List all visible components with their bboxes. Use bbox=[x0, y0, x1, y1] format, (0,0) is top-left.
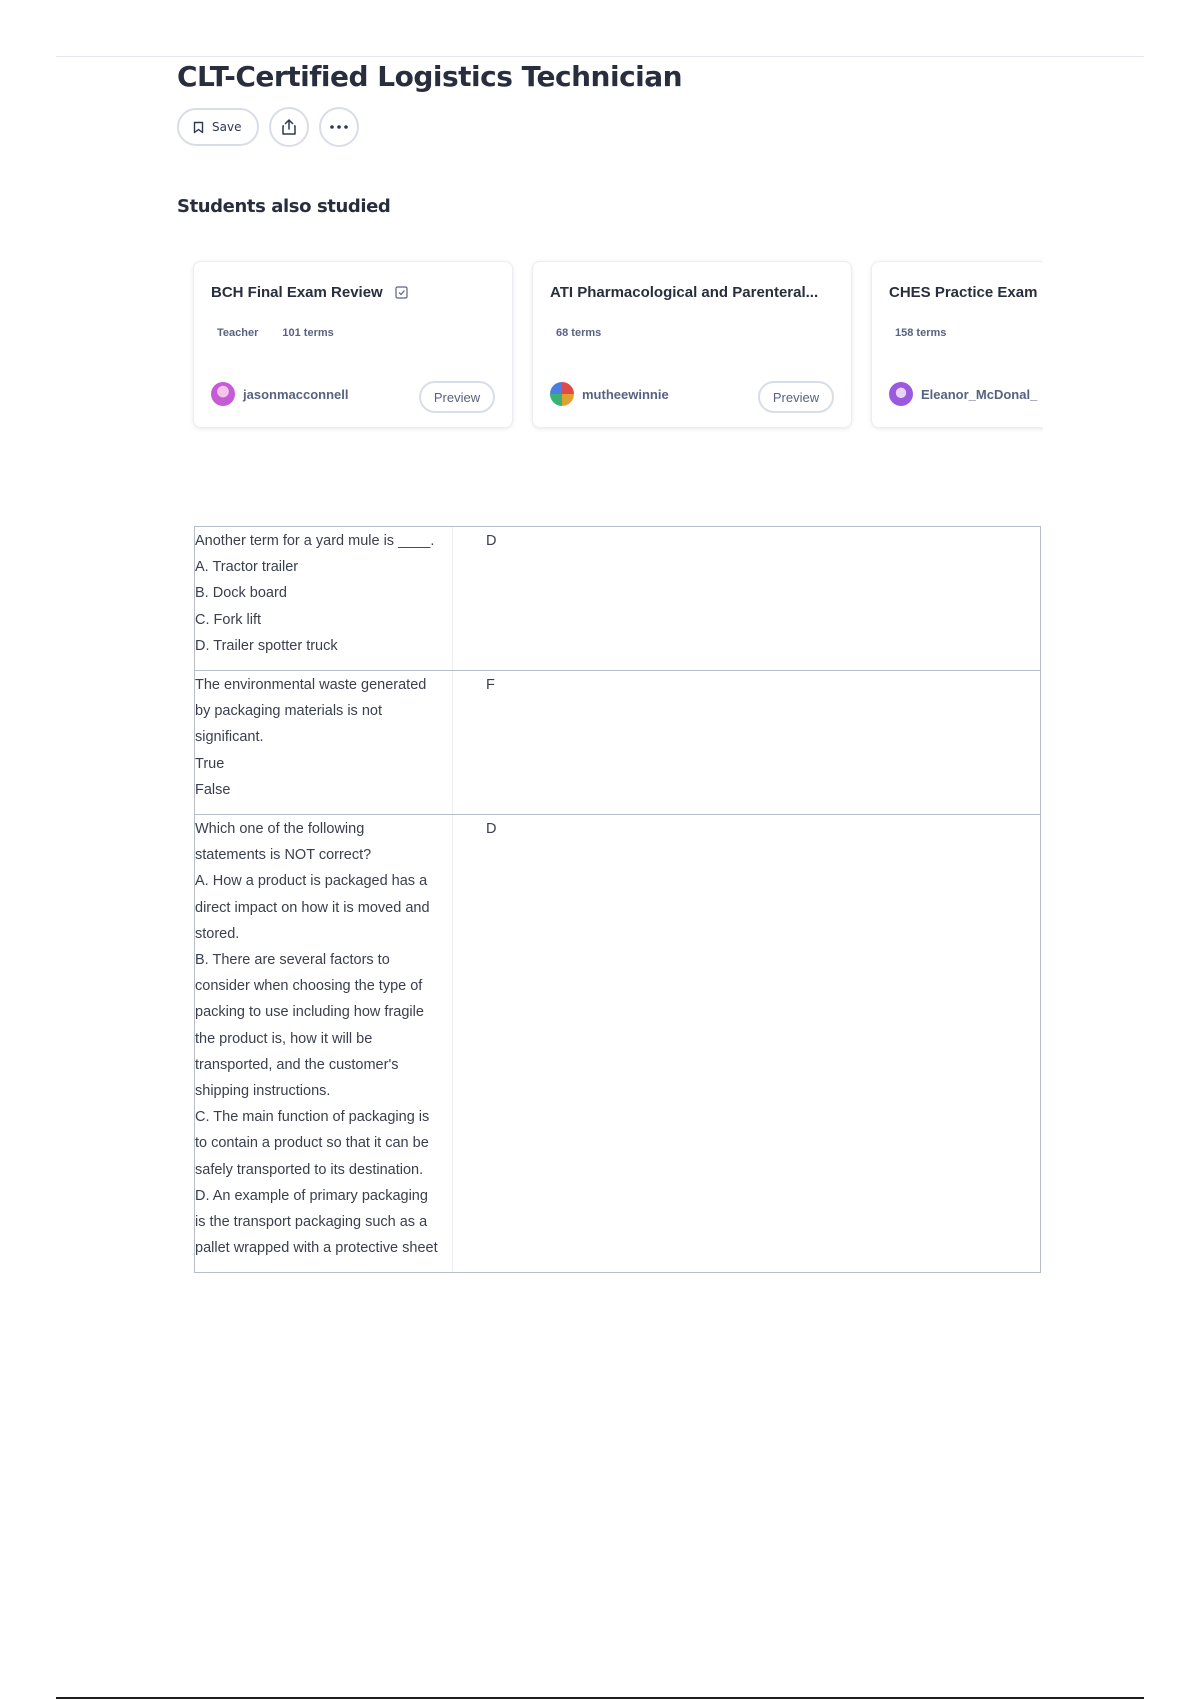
set-actions bbox=[177, 107, 359, 147]
more-icon bbox=[329, 124, 349, 130]
card-author[interactable] bbox=[550, 382, 669, 406]
term-count: 101 terms bbox=[282, 327, 334, 339]
card-author[interactable] bbox=[889, 382, 1037, 406]
definition-text: D bbox=[486, 821, 497, 838]
save-label: Save bbox=[212, 120, 242, 134]
verified-badge-icon bbox=[395, 286, 408, 299]
share-icon bbox=[280, 118, 298, 136]
more-options-button[interactable] bbox=[319, 107, 359, 147]
students-also-studied-heading: Students also studied bbox=[177, 196, 391, 217]
author-name: mutheewinnie bbox=[582, 386, 669, 402]
avatar bbox=[550, 382, 574, 406]
card-title-text: BCH Final Exam Review bbox=[211, 284, 383, 301]
avatar bbox=[211, 382, 235, 406]
card-title bbox=[550, 284, 818, 301]
definition-text: F bbox=[486, 677, 495, 694]
preview-button[interactable]: Preview bbox=[758, 381, 834, 413]
teacher-badge: Teacher bbox=[217, 327, 259, 339]
save-button[interactable] bbox=[177, 108, 259, 146]
card-meta bbox=[217, 327, 334, 339]
card-title-text: ATI Pharmacological and Parenteral... bbox=[550, 284, 819, 301]
card-author[interactable] bbox=[211, 382, 348, 406]
author-name: Eleanor_McDonal_ bbox=[921, 386, 1038, 402]
top-divider bbox=[56, 56, 1144, 57]
term-count: 68 terms bbox=[556, 327, 602, 339]
card-title bbox=[211, 284, 408, 301]
table-row bbox=[195, 815, 1040, 1272]
related-sets-carousel bbox=[190, 258, 1043, 433]
definition-text: D bbox=[486, 533, 497, 549]
related-set-card[interactable] bbox=[193, 261, 513, 428]
term-count: 158 terms bbox=[895, 327, 947, 339]
share-button[interactable] bbox=[269, 107, 309, 147]
term-text: Which one of the following statements is NOT correct? A. How a product is packaged has a direct impact on how it is moved and stored. B. There are several factors to consider when choosing the type of packing to use including how fragile the product is, how it will be transported, and the customer's shipping instructions. C. The main function of packaging is to contain a product so that it can be safely transported to its destination. D. An example of primary packaging is the transport packaging such as a pallet wrapped with a protective sheet bbox=[195, 815, 453, 1272]
related-set-card[interactable] bbox=[532, 261, 852, 428]
page-title: CLT-Certified Logistics Technician bbox=[177, 60, 683, 93]
card-title-text: CHES Practice Exam bbox=[889, 284, 1038, 301]
card-meta bbox=[895, 327, 946, 339]
bottom-divider bbox=[56, 1697, 1144, 1699]
flashcard-terms-table bbox=[194, 526, 1041, 1273]
table-row bbox=[195, 671, 1040, 815]
preview-button[interactable]: Preview bbox=[419, 381, 495, 413]
term-text: Another term for a yard mule is ____. A. Tractor trailer B. Dock board C. Fork lift D. Trailer spotter truck bbox=[195, 527, 453, 670]
card-meta bbox=[556, 327, 601, 339]
bookmark-icon bbox=[193, 121, 204, 134]
card-title bbox=[889, 284, 1037, 301]
related-set-card[interactable] bbox=[871, 261, 1043, 428]
table-row bbox=[195, 527, 1040, 671]
author-name: jasonmacconnell bbox=[243, 386, 349, 402]
avatar bbox=[889, 382, 913, 406]
term-text: The environmental waste generated by packaging materials is not significant. True False bbox=[195, 671, 453, 814]
